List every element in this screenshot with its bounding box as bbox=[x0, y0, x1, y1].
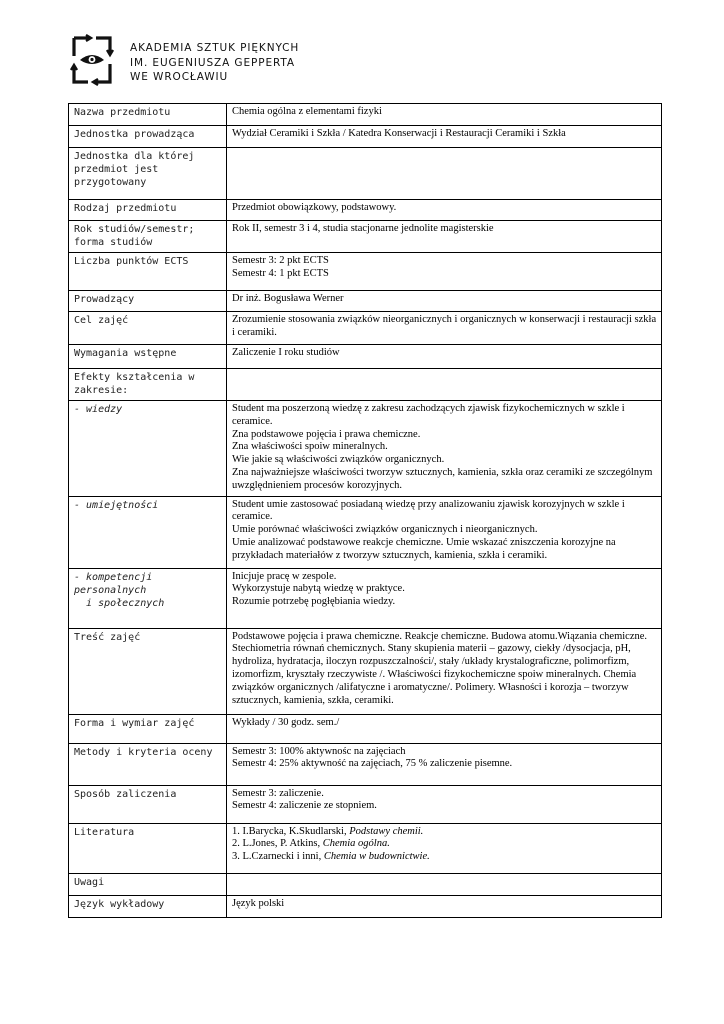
row-label: - wiedzy bbox=[69, 401, 227, 497]
literature-title: Chemia ogólna. bbox=[322, 838, 390, 850]
value-line: Semestr 4: 25% aktywność na zajęciach, 75 % zaliczenie pisemne. bbox=[232, 758, 513, 770]
value-line: Przedmiot obowiązkowy, podstawowy. bbox=[232, 202, 397, 213]
value-line: Semestr 4: zaliczenie ze stopniem. bbox=[232, 800, 377, 812]
value-line: Inicjuje pracę w zespole. bbox=[232, 570, 337, 582]
institution-line: WE WROCŁAWIU bbox=[130, 71, 229, 83]
literature-title: Podstawy chemii. bbox=[349, 825, 424, 837]
course-card-rows bbox=[69, 104, 662, 918]
row-label: Liczba punktów ECTS bbox=[69, 253, 227, 291]
value-line: Zna podstawowe pojęcia i prawa chemiczne. bbox=[232, 428, 421, 440]
card-row bbox=[69, 823, 662, 873]
value-line: Student ma poszerzoną wiedzę z zakresu zachodzących zjawisk fizykochemicznych w szkle i ceramice. bbox=[232, 403, 625, 427]
value-line: Semestr 3: zaliczenie. bbox=[232, 787, 324, 799]
card-row bbox=[69, 714, 662, 743]
row-label: Rok studiów/semestr; forma studiów bbox=[69, 221, 227, 253]
value-line: Zna właściwości spoiw mineralnych. bbox=[232, 441, 388, 453]
row-value bbox=[227, 496, 662, 568]
row-value bbox=[227, 743, 662, 785]
literature-item bbox=[232, 838, 657, 851]
row-label: Jednostka dla której przedmiot jest przygotowany bbox=[69, 148, 227, 200]
value-line: Wykłady / 30 godz. sem./ bbox=[232, 716, 340, 728]
row-label: Cel zajęć bbox=[69, 312, 227, 345]
card-row bbox=[69, 743, 662, 785]
literature-item bbox=[232, 826, 657, 839]
value-line: Zna najważniejsze właściwości tworzyw sztucznych, kamienia, szkła oraz ceramiki ze szczególnym uwzględnieniem procesów korozyjnych. bbox=[232, 466, 653, 491]
card-row bbox=[69, 785, 662, 823]
row-label: - kompetencji personalnych i społecznych bbox=[69, 568, 227, 628]
value-line: Wykorzystuje nabytą wiedzę w praktyce. bbox=[232, 583, 405, 595]
institution-line: AKADEMIA SZTUK PIĘKNYCH bbox=[130, 42, 300, 54]
row-label: Jednostka prowadząca bbox=[69, 126, 227, 148]
card-row bbox=[69, 345, 662, 369]
row-label: Literatura bbox=[69, 823, 227, 873]
card-row bbox=[69, 104, 662, 126]
value-line: Umie porównać właściwości związków organicznych i nieorganicznych. bbox=[232, 524, 538, 536]
card-row bbox=[69, 126, 662, 148]
value-line: Semestr 3: 2 pkt ECTS bbox=[232, 255, 329, 266]
row-label: - umiejętności bbox=[69, 496, 227, 568]
value-line: Semestr 4: 1 pkt ECTS bbox=[232, 267, 329, 279]
row-value bbox=[227, 148, 662, 200]
card-row bbox=[69, 221, 662, 253]
institution-header bbox=[68, 34, 299, 86]
card-row bbox=[69, 148, 662, 200]
value-line: Umie analizować podstawowe reakcje chemiczne. Umie wskazać zniszczenia korozyjne na przykładach materiałów z tworzyw sztucznych, kamienia, szkła i ceramiki. bbox=[232, 536, 616, 561]
card-row bbox=[69, 291, 662, 312]
card-row bbox=[69, 895, 662, 917]
row-value bbox=[227, 126, 662, 148]
card-row bbox=[69, 200, 662, 221]
card-row bbox=[69, 253, 662, 291]
value-line: Podstawowe pojęcia i prawa chemiczne. Reakcje chemiczne. Budowa atomu.Wiązania chemiczne. Stechiometria równań chemicznych. Stany skupienia materii – gazowy, ciekły /dysocjacja, pH, hydroliza, hydratacja, iloczyn rozpuszczalności/, stały /układy krystalograficzne, polimorfizm, izomorfizm, kryształy rzeczywiste /. Właściwości fizykochemiczne spoiw mineralnych. Chemia związków organicznych /alifatyczne i aromatyczne/. Polimery. Własności i korozja – tworzyw sztucznych, kamienia, szkła, ceramiki. bbox=[232, 630, 648, 706]
row-value bbox=[227, 568, 662, 628]
literature-authors: 3. L.Czarnecki i inni, bbox=[232, 851, 324, 863]
row-value bbox=[227, 104, 662, 126]
row-label: Metody i kryteria oceny bbox=[69, 743, 227, 785]
card-row bbox=[69, 873, 662, 895]
row-value bbox=[227, 221, 662, 253]
row-value bbox=[227, 714, 662, 743]
row-label: Forma i wymiar zajęć bbox=[69, 714, 227, 743]
value-line: Zaliczenie I roku studiów bbox=[232, 347, 340, 358]
row-label: Rodzaj przedmiotu bbox=[69, 200, 227, 221]
value-line: Rozumie potrzebę pogłębiania wiedzy. bbox=[232, 596, 396, 608]
card-row bbox=[69, 401, 662, 497]
row-value bbox=[227, 345, 662, 369]
row-label: Uwagi bbox=[69, 873, 227, 895]
value-line: Chemia ogólna z elementami fizyki bbox=[232, 106, 382, 117]
value-line: Wie jakie są właściwości związków organicznych. bbox=[232, 454, 445, 466]
row-value bbox=[227, 200, 662, 221]
row-value bbox=[227, 785, 662, 823]
row-label: Prowadzący bbox=[69, 291, 227, 312]
value-line: Semestr 3: 100% aktywnośc na zajęciach bbox=[232, 745, 406, 757]
literature-title: Chemia w budownictwie. bbox=[323, 851, 430, 863]
course-card-table bbox=[68, 103, 662, 918]
value-line: Zrozumienie stosowania związków nieorganicznych i organicznych w konserwacji i restauracji szkła i ceramiki. bbox=[232, 314, 657, 338]
row-label: Treść zajęć bbox=[69, 628, 227, 714]
row-label: Nazwa przedmiotu bbox=[69, 104, 227, 126]
row-value bbox=[227, 823, 662, 873]
card-row bbox=[69, 496, 662, 568]
institution-name bbox=[130, 41, 299, 85]
row-label: Wymagania wstępne bbox=[69, 345, 227, 369]
literature-authors: 1. I.Barycka, K.Skudlarski, bbox=[232, 825, 350, 837]
literature-authors: 2. L.Jones, P. Atkins, bbox=[232, 838, 323, 850]
card-row bbox=[69, 312, 662, 345]
row-value bbox=[227, 401, 662, 497]
literature-item bbox=[232, 851, 657, 864]
value-line: Dr inż. Bogusława Werner bbox=[232, 293, 344, 304]
row-label: Sposób zaliczenia bbox=[69, 785, 227, 823]
row-value bbox=[227, 312, 662, 345]
card-row bbox=[69, 628, 662, 714]
institution-line: IM. EUGENIUSZA GEPPERTA bbox=[130, 56, 296, 69]
card-row bbox=[69, 568, 662, 628]
card-row bbox=[69, 369, 662, 401]
row-value bbox=[227, 895, 662, 917]
value-line: Język polski bbox=[232, 897, 285, 909]
value-line: Rok II, semestr 3 i 4, studia stacjonarne jednolite magisterskie bbox=[232, 223, 494, 234]
row-label: Efekty kształcenia w zakresie: bbox=[69, 369, 227, 401]
row-value bbox=[227, 628, 662, 714]
row-label: Język wykładowy bbox=[69, 895, 227, 917]
row-value bbox=[227, 369, 662, 401]
asp-wroclaw-logo-icon bbox=[68, 34, 116, 86]
row-value bbox=[227, 253, 662, 291]
value-line: Student umie zastosować posiadaną wiedzę przy analizowaniu zjawisk korozyjnych w szkle i ceramice. bbox=[232, 498, 625, 523]
row-value bbox=[227, 873, 662, 895]
value-line: Wydział Ceramiki i Szkła / Katedra Konserwacji i Restauracji Ceramiki i Szkła bbox=[232, 128, 566, 139]
row-value bbox=[227, 291, 662, 312]
